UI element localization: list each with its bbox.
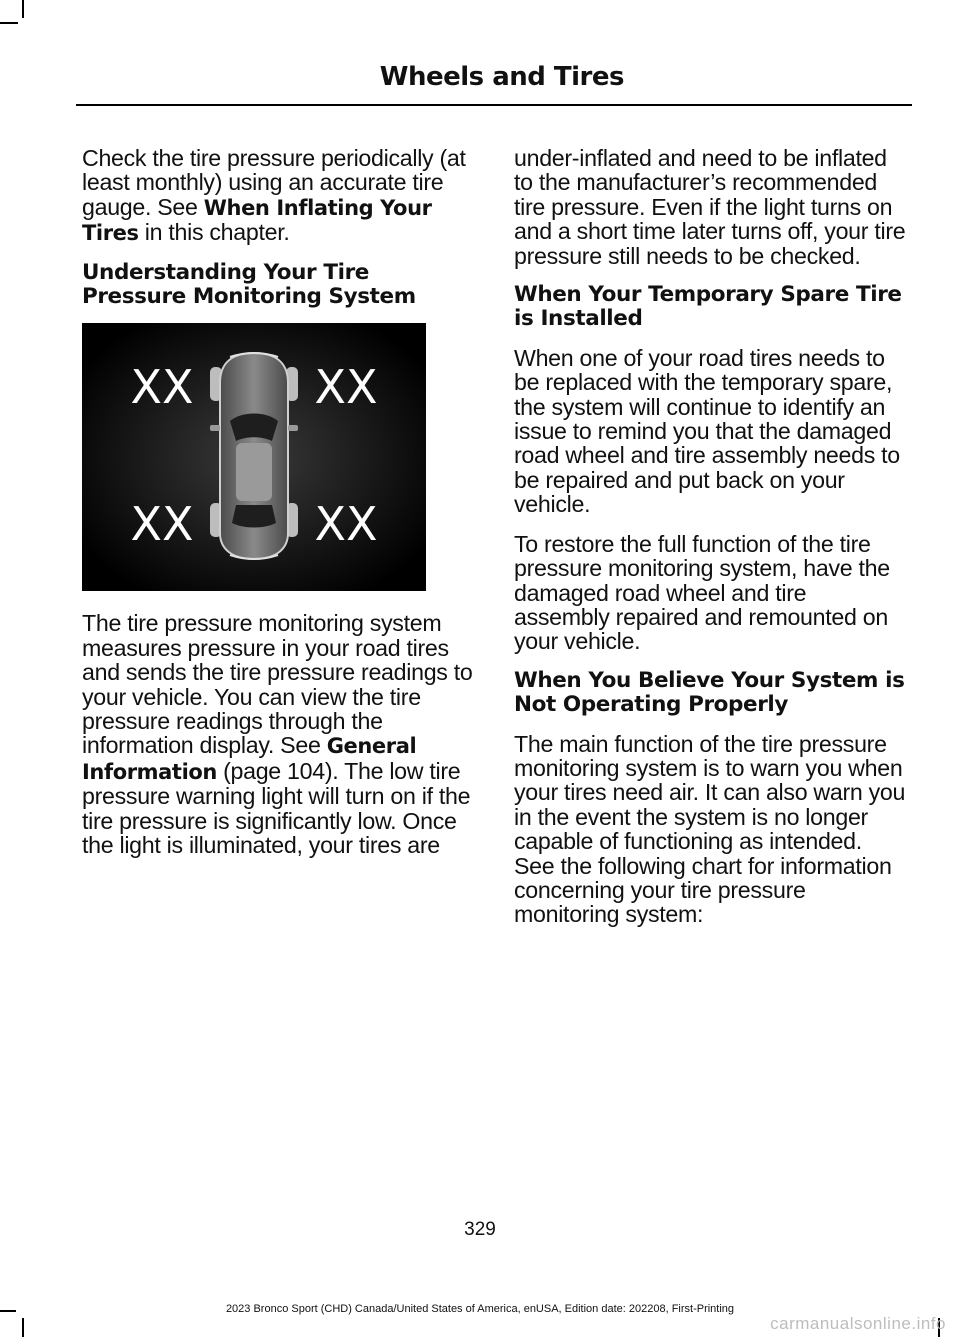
crop-mark-bottom-left-v: [22, 1318, 24, 1337]
tpms-car-illustration: [82, 323, 426, 591]
paragraph-check-pressure: Check the tire pressure periodically (at least monthly) using an accurate tire gauge. See When Inflating Your Tires in this chapter.: [82, 145, 466, 246]
edition-footer: 2023 Bronco Sport (CHD) Canada/United States of America, enUSA, Edition date: 202208, First-Printing: [225, 1303, 735, 1315]
crop-mark-top-left-h: [0, 22, 18, 24]
crop-mark-top-left-v: [22, 0, 24, 18]
link-general-information[interactable]: General Information: [82, 734, 417, 784]
watermark-text: carmanualsonline.info: [770, 1314, 946, 1333]
link-when-inflating-your-tires[interactable]: When Inflating Your Tires: [82, 195, 432, 246]
right-column: [514, 146, 906, 942]
page-number: 329: [464, 1219, 496, 1240]
car-top-view: [210, 353, 298, 559]
heading-temporary-spare: When Your Temporary Spare Tire is Installed: [514, 282, 902, 332]
header-divider: [76, 104, 912, 106]
paragraph-spare-installed: When one of your road tires needs to be replaced with the temporary spare, the system will continue to identify an issue to remind you that the damaged road wheel and tire assembly needs to be repaired and put back on your vehicle.: [514, 344, 900, 518]
paragraph-tpms-description: The tire pressure monitoring system measures pressure in your road tires and sends the tire pressure readings to your vehicle. You can view the tire pressure readings through the information display. See General Information (page 104). The low tire pressure warning light will turn on if the tire pressure is significantly low. Once the light is illuminated, your tires are: [82, 610, 473, 859]
paragraph-main-function: The main function of the tire pressure monitoring system is to warn you when your tires need air. It can also warn you in the event the system is no longer capable of functioning as intended. See the following chart for information concerning your tire pressure monitoring system:: [514, 730, 906, 928]
paragraph-restore-function: To restore the full function of the tire pressure monitoring system, have the damaged road wheel and tire assembly repaired and remounted on your vehicle.: [514, 530, 890, 655]
front-left-pressure: XX: [130, 360, 194, 415]
paragraph-under-inflated: under-inflated and need to be inflated to the manufacturer’s recommended tire pressure. Even if the light turns on and a short time later turns off, your tire pressure still needs to be checked.: [514, 145, 906, 269]
rear-right-pressure: XX: [314, 497, 378, 552]
heading-system-not-operating: When You Believe Your System is Not Operating Properly: [514, 667, 905, 718]
heading-understanding-tpms: Understanding Your Tire Pressure Monitoring System: [82, 259, 416, 310]
tpms-display-figure: [82, 323, 426, 591]
page-header-title: Wheels and Tires: [379, 62, 624, 92]
front-right-pressure: XX: [314, 360, 378, 415]
rear-left-pressure: XX: [130, 497, 194, 552]
left-column: [82, 146, 474, 873]
